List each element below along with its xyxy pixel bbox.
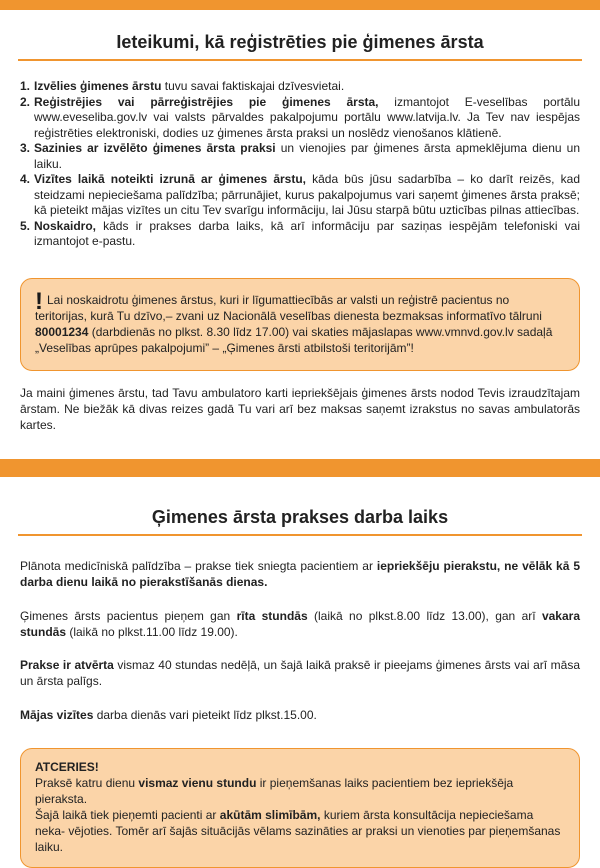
text-run: vismaz 40 stundas nedēļā, un šajā laikā praksē ir pieejams ģimenes ārsts vai arī māsa un ārsta palīgs. — [20, 657, 580, 688]
remember-line-1 — [35, 775, 565, 807]
step-number: 2. — [20, 94, 31, 109]
home-visits-paragraph — [20, 707, 580, 723]
text-run: (laikā no plkst.11.00 līdz 19.00). — [66, 624, 238, 639]
text-run: ir pieņemšanas laiks pacientiem bez iepriekšēja pieraksta. — [35, 775, 514, 806]
top-accent-bar — [0, 0, 600, 10]
info-text-b: (darbdienās no plkst. 8.30 līdz 17.00) vai skaties mājaslapas www.vmnvd.gov.lv sadaļā „Veselības aprūpes pakalpojumi” – „Ģimenes ārsti atbilstoši teritorijām”! — [35, 324, 553, 355]
text-run: kuriem ārsta konsultācija nepieciešama neka- vējoties. Tomēr arī šajās situācijās vēlams sazināties ar praksi un vienoties par pieņemšanas laiku. — [35, 807, 561, 854]
text-run: Praksē katru dienu — [35, 775, 139, 790]
step-bold: Izvēlies ģimenes ārstu — [34, 79, 162, 93]
text-run-bold: akūtām slimībām, — [219, 807, 321, 822]
text-run: Šajā laikā tiek pieņemti pacienti ar — [35, 807, 220, 822]
step-rest: kāda būs jūsu sadarbība – ko darīt reizēs, kad steidzami nepieciešama palīdzība; pārrunājiet, kurus pakalpojumus vari saņemt ģimenes ārsta praksē; kā pieteikt mājas vizītes un citu Tev svarīgu informāciju, lai Jūsu starpā būtu uzticības pilnas attiecības. — [34, 172, 580, 217]
text-run: Ģimenes ārsts pacientus pieņem gan — [20, 608, 237, 623]
phone-number: 80001234 — [35, 324, 89, 339]
text-run-bold: Mājas vizītes — [20, 707, 94, 722]
step-number: 3. — [20, 141, 31, 155]
ambulatory-card-paragraph: Ja maini ģimenes ārstu, tad Tavu ambulatoro karti iepriekšējais ģimenes ārsts nodod Tevis izraudzītajam ārstam. Ne biežāk kā divas reizes gadā Tu vari arī bez maksas saņemt izrakstus no savas ambulatorās kartes. — [20, 385, 580, 432]
list-item — [20, 219, 580, 250]
open-hours-paragraph — [20, 657, 580, 689]
step-rest: un vienojies par ģimenes ārsta apmeklējuma dienu un laiku. — [34, 141, 581, 171]
info-text-a: Lai noskaidrotu ģimenes ārstus, kuri ir līgumattiecībās ar valsti un reģistrē pacientus no teritorijas, kurā Tu dzīvo,– zvani uz Nacionālā veselības dienesta bezmaksas informatīvo tālruni — [35, 292, 542, 323]
list-item — [20, 79, 580, 95]
step-bold: Sazinies ar izvēlēto ģimenes ārsta praksi — [34, 141, 276, 155]
step-rest: kāds ir prakses darba laiks, kā arī informāciju par saziņas iespējām telefoniski vai izmantojot e-pastu. — [34, 218, 580, 248]
step-text — [34, 219, 580, 250]
remember-heading: ATCERIES! — [35, 759, 99, 774]
step-rest: izmantojot E-veselības portālu www.eveseliba.gov.lv vai valsts pārvaldes pakalpojumu portālu www.latvija.lv. Ja Tev nav iespējas reģistrēties elektroniski, dodies uz ģimenes ārsta praksi un noslēdz vienošanos klātienē. — [34, 94, 580, 140]
title-underline — [18, 534, 582, 536]
step-bold: Noskaidro, — [34, 218, 97, 233]
step-number: 1. — [20, 79, 31, 93]
section-title-registration: Ieteikumi, kā reģistrēties pie ģimenes ārsta — [116, 32, 484, 52]
step-text — [34, 172, 580, 219]
text-run: (laikā no plkst.8.00 līdz 13.00), gan arī — [307, 608, 542, 623]
info-box-phone — [20, 278, 580, 371]
section-divider — [0, 459, 600, 477]
text-run-bold: Prakse ir atvērta — [20, 657, 114, 672]
registration-steps — [20, 79, 580, 250]
info-box-text — [35, 292, 564, 356]
title-underline — [18, 59, 582, 61]
list-item — [20, 141, 580, 172]
step-text — [34, 95, 580, 142]
reception-hours-paragraph — [20, 608, 580, 640]
remember-line-2 — [35, 807, 565, 855]
step-text — [34, 79, 580, 95]
list-item — [20, 172, 580, 219]
step-number: 5. — [20, 218, 31, 233]
step-rest: tuvu savai faktiskajai dzīvesvietai. — [161, 79, 345, 93]
step-bold: Reģistrējies vai pārreģistrējies pie ģimenes ārsta, — [34, 94, 379, 109]
remember-box — [20, 748, 580, 868]
text-run-bold: vismaz vienu stundu — [138, 775, 257, 790]
text-run-bold: rīta stundās — [236, 608, 308, 623]
exclamation-icon: ! — [35, 287, 43, 315]
step-bold: Vizītes laikā noteikti izrunā ar ģimenes ārstu, — [34, 172, 306, 186]
text-run: Plānota medicīniskā palīdzība – prakse tiek sniegta pacientiem ar — [20, 558, 377, 573]
section-title-hours: Ģimenes ārsta prakses darba laiks — [151, 506, 449, 527]
text-run: darba dienās vari pieteikt līdz plkst.15.00. — [93, 707, 317, 722]
step-text — [34, 141, 580, 172]
text-run-bold: vakara stundās — [20, 608, 580, 639]
list-item — [20, 95, 580, 142]
planned-care-paragraph — [20, 558, 580, 590]
text-run-bold: iepriekšēju pierakstu, ne vēlāk kā 5 darba dienu laikā no pierakstīšanās dienas. — [20, 558, 581, 589]
step-number: 4. — [20, 172, 31, 186]
